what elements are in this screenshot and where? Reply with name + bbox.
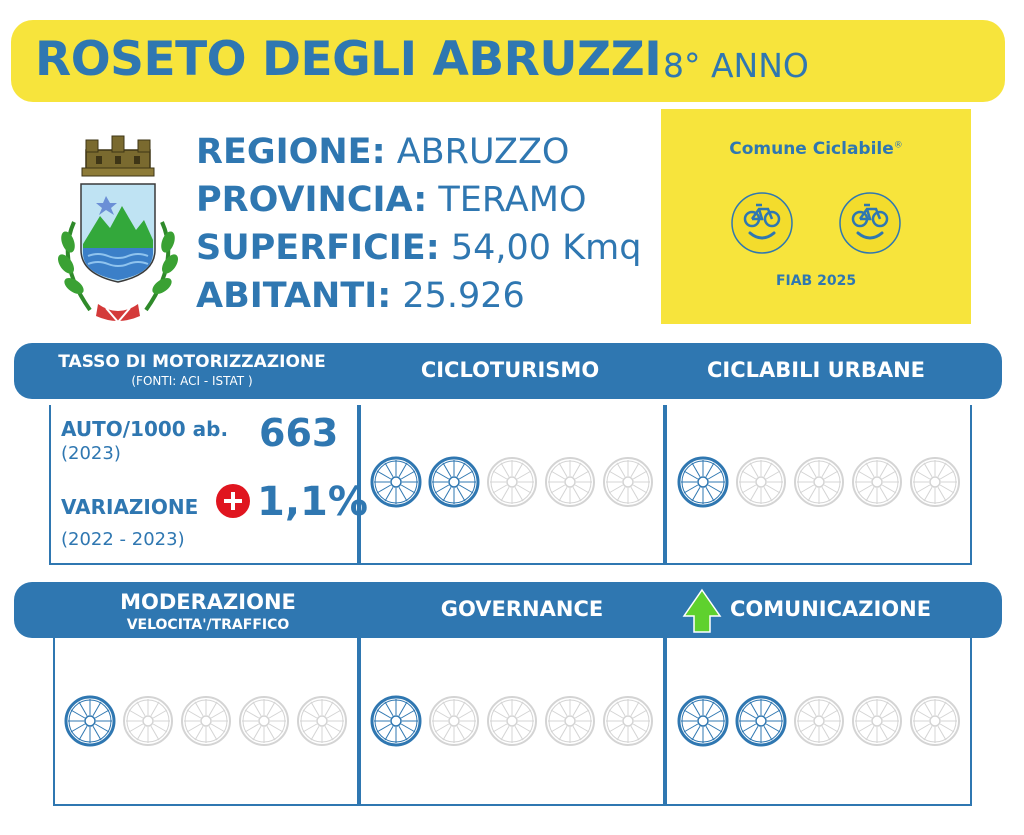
bicycle-wheel-inactive-icon	[121, 694, 175, 748]
comune-ciclabile-badge	[661, 109, 971, 324]
info-provincia: PROVINCIA: TERAMO	[196, 180, 587, 220]
moderazione-title: MODERAZIONE	[120, 590, 296, 614]
municipality-info	[196, 128, 641, 320]
ciclabili-urbane-rating	[667, 455, 970, 511]
cicloturismo-title: CICLOTURISMO	[420, 358, 600, 382]
green-up-arrow-icon	[682, 588, 722, 634]
bicycle-wheel-inactive-icon	[427, 694, 481, 748]
cars-year: (2023)	[61, 443, 121, 464]
comunicazione-cell	[665, 638, 972, 806]
cars-per-1000-value: 663	[259, 411, 339, 455]
ciclabili-urbane-cell	[665, 405, 972, 565]
bicycle-wheel-inactive-icon	[734, 455, 788, 509]
bicycle-wheel-inactive-icon	[601, 694, 655, 748]
moderazione-subtitle: VELOCITA'/TRAFFICO	[126, 617, 290, 633]
bicycle-wheel-inactive-icon	[179, 694, 233, 748]
comunicazione-rating	[667, 694, 970, 750]
bicycle-wheel-active-icon	[369, 455, 423, 509]
variation-value: 1,1%	[257, 479, 368, 525]
motorization-title: TASSO DI MOTORIZZAZIONE	[58, 352, 326, 372]
cicloturismo-rating	[361, 455, 663, 511]
bicycle-wheel-inactive-icon	[543, 455, 597, 509]
info-superficie: SUPERFICIE: 54,00 Kmq	[196, 228, 642, 268]
badge-year: FIAB 2025	[775, 273, 857, 289]
badge-title: Comune Ciclabile®	[729, 139, 903, 159]
smiling-bicycle-icon	[838, 191, 902, 255]
ciclabili-urbane-title: CICLABILI URBANE	[707, 358, 925, 382]
info-abitanti: ABITANTI: 25.926	[196, 276, 525, 316]
bicycle-wheel-inactive-icon	[485, 694, 539, 748]
row2-header-band	[14, 582, 1002, 638]
city-name: ROSETO DEGLI ABRUZZI	[35, 32, 662, 87]
governance-rating	[361, 694, 663, 750]
bicycle-wheel-inactive-icon	[908, 694, 962, 748]
bicycle-wheel-inactive-icon	[485, 455, 539, 509]
cars-per-1000-label: AUTO/1000 ab.	[61, 417, 229, 441]
cicloturismo-cell	[359, 405, 665, 565]
motorization-sources: (FONTI: ACI - ISTAT )	[131, 374, 253, 388]
info-regione: REGIONE: ABRUZZO	[196, 132, 570, 172]
title-bar	[11, 20, 1005, 102]
moderazione-rating	[55, 694, 357, 750]
bicycle-wheel-inactive-icon	[850, 694, 904, 748]
bicycle-wheel-active-icon	[676, 455, 730, 509]
motorization-cell	[49, 405, 368, 565]
variation-years: (2022 - 2023)	[61, 529, 185, 550]
bicycle-wheel-active-icon	[427, 455, 481, 509]
coat-of-arms-icon	[48, 132, 188, 326]
bicycle-wheel-inactive-icon	[908, 455, 962, 509]
edition-label: 8° ANNO	[663, 46, 809, 85]
bicycle-wheel-active-icon	[63, 694, 117, 748]
bicycle-wheel-inactive-icon	[237, 694, 291, 748]
bicycle-wheel-inactive-icon	[792, 694, 846, 748]
governance-cell	[359, 638, 665, 806]
variation-label: VARIAZIONE	[61, 495, 199, 519]
moderazione-cell	[53, 638, 359, 806]
bicycle-wheel-active-icon	[676, 694, 730, 748]
plus-circle-icon	[215, 483, 251, 519]
bicycle-wheel-inactive-icon	[792, 455, 846, 509]
bicycle-wheel-active-icon	[734, 694, 788, 748]
bicycle-wheel-inactive-icon	[295, 694, 349, 748]
governance-title: GOVERNANCE	[440, 597, 604, 621]
bicycle-wheel-inactive-icon	[601, 455, 655, 509]
row1-header-band	[14, 343, 1002, 399]
bicycle-wheel-inactive-icon	[850, 455, 904, 509]
smiling-bicycle-icon	[730, 191, 794, 255]
bicycle-wheel-active-icon	[369, 694, 423, 748]
bicycle-wheel-inactive-icon	[543, 694, 597, 748]
comunicazione-title: COMUNICAZIONE	[730, 597, 932, 621]
